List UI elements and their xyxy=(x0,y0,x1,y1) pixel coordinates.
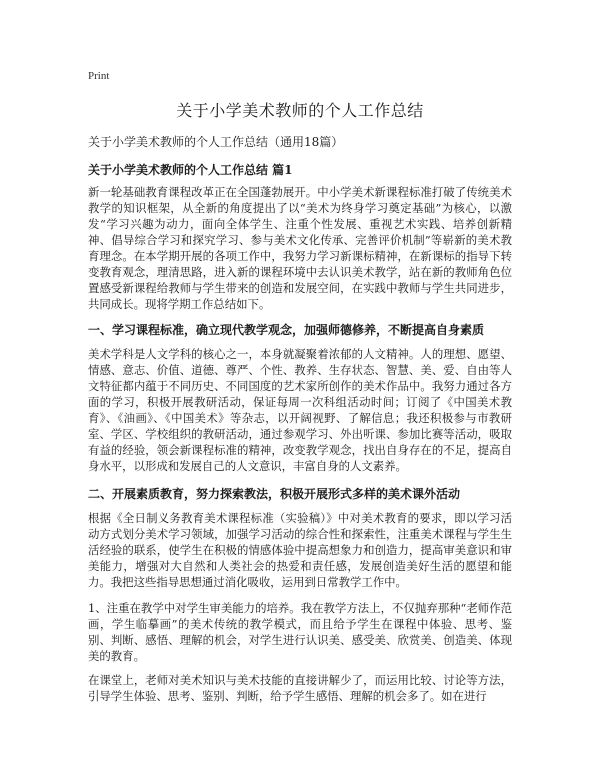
article-heading: 关于小学美术教师的个人工作总结 篇1 xyxy=(88,163,293,177)
item2-paragraph: 在课堂上，老师对美术知识与美术技能的直接讲解少了，而运用比较、讨论等方法，引导学生体验、思考、鉴别、判断，给予学生感悟、理解的机会多了。如在进行 xyxy=(88,673,512,703)
section2-heading: 二、开展素质教育，努力探索教法，积极开展形式多样的美术课外活动 xyxy=(88,487,461,501)
document-subtitle: 关于小学美术教师的个人工作总结（通用18篇） xyxy=(88,135,344,149)
item1-paragraph: 1、注重在教学中对学生审美能力的培养。我在教学方法上，不仅抛弃那种“老师作范画，学生临摹画”的美术传统的教学模式，而且给予学生在课程中体验、思考、鉴别、判断、感悟、理解的机会，对学生进行认识美、感受美、欣赏美、创造美、体现美的教育。 xyxy=(88,601,512,663)
document-title: 关于小学美术教师的个人工作总结 xyxy=(176,101,424,120)
print-link[interactable]: Print xyxy=(88,70,110,82)
section2-paragraph: 根据《全日制义务教育美术课程标准（实验稿）》中对美术教育的要求，即以学习活动方式划分美术学习领域，加强学习活动的综合性和探索性，注重美术课程与学生生活经验的联系，使学生在积极的情感体验中提高想象力和创造力，提高审美意识和审美能力，增强对大自然和人类社会的热爱和责任感，发展创造美好生活的愿望和能力。我把这些指导思想通过消化吸收，运用到日常教学工作中。 xyxy=(88,511,512,589)
intro-paragraph: 新一轮基础教育课程改革正在全国蓬勃展开。中小学美术新课程标准打破了传统美术教学的知识框架，从全新的角度提出了以“美术为终身学习奠定基础”为核心，以激发“学习兴趣为动力，面向全体学生、注重个性发展、重视艺术实践、培养创新精神、倡导综合学习和探究学习、参与美术文化传承、完善评价机制”等崭新的美术教育理念。在本学期开展的各项工作中，我努力学习新课标精神，在新课标的指导下转变教育观念，理清思路，进入新的课程环境中去认识美术教学，站在新的教师角色位置感受新课程给教师与学生带来的创造和发展空间，在实践中教师与学生共同进步，共同成长。现将学期工作总结如下。 xyxy=(88,185,512,311)
section1-heading: 一、学习课程标准，确立现代教学观念，加强师德修养，不断提高自身素质 xyxy=(88,323,485,337)
section1-paragraph: 美术学科是人文学科的核心之一，本身就凝聚着浓郁的人文精神。人的理想、愿望、情感、意志、价值、道德、尊严、个性、教养、生存状态、智慧、美、爱、自由等人文特征都内蕴于不同历史、不同国度的艺术家所创作的美术作品中。我努力通过各方面的学习，积极开展教研活动，保证每周一次科组活动时间；订阅了《中国美术教育》、《油画》、《中国美术》等杂志，以开阔视野、了解信息；我还积极参与市教研室、学区、学校组织的教研活动，通过参观学习、外出听课、参加比赛等活动，吸取有益的经验，领会新课程标准的精神，改变教学观念，找出自身存在的不足，提高自身水平，以形成和发展自己的人文意识，丰富自身的人文素养。 xyxy=(88,347,512,473)
